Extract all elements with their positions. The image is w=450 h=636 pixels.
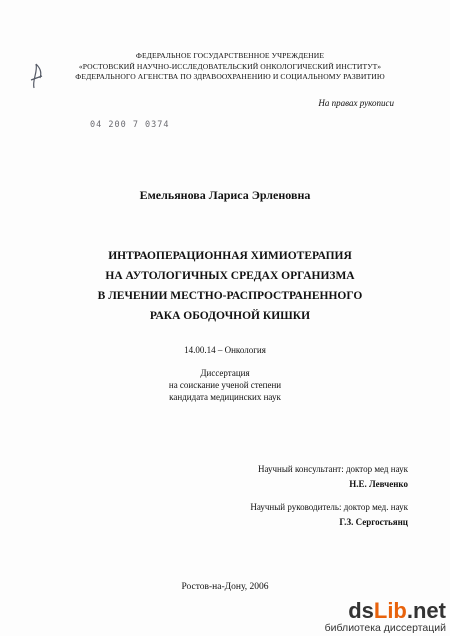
title-line: В ЛЕЧЕНИИ МЕСТНО-РАСПРОСТРАНЕННОГО xyxy=(97,290,363,302)
brand-prefix: ds xyxy=(348,598,374,623)
author-name: Емельянова Лариса Эрленовна xyxy=(139,188,311,202)
institution-header xyxy=(60,51,400,83)
title-line: ИНТРАОПЕРАЦИОННАЯ ХИМИОТЕРАПИЯ xyxy=(108,250,352,262)
degree-statement xyxy=(0,367,450,403)
supervisor-label: Научный руководитель: доктор мед. наук xyxy=(250,502,408,512)
scientific-consultant xyxy=(258,464,408,489)
watermark-subtitle: библиотека диссертаций xyxy=(324,622,446,634)
institution-line-1: ФЕДЕРАЛЬНОЕ ГОСУДАРСТВЕННОЕ УЧРЕЖДЕНИЕ xyxy=(135,51,325,60)
institution-line-2: «РОСТОВСКИЙ НАУЧНО-ИССЛЕДОВАТЕЛЬСКИЙ ОНКОЛОГИЧЕСКИЙ ИНСТИТУТ» xyxy=(78,61,382,71)
degree-line-3: кандидата медицинских наук xyxy=(169,392,281,402)
institution-line-3: ФЕДЕРАЛЬНОГО АГЕНСТВА ПО ЗДРАВООХРАНЕНИЮ И СОЦИАЛЬНОМУ РАЗВИТИЮ xyxy=(75,72,385,81)
city-and-year: Ростов-на-Дону, 2006 xyxy=(181,582,269,592)
dslib-watermark[interactable] xyxy=(325,600,446,634)
registration-stamp: 04 200 7 0374 xyxy=(90,120,170,130)
degree-line-2: на соискание ученой степени xyxy=(168,380,282,390)
brand-suffix: .net xyxy=(406,598,446,623)
handwritten-mark-icon xyxy=(28,58,50,92)
title-line: НА АУТОЛОГИЧНЫХ СРЕДАХ ОРГАНИЗМА xyxy=(105,270,355,282)
brand-accent: Lib xyxy=(373,598,407,623)
consultant-name: Н.Е. Левченко xyxy=(349,479,408,489)
scientific-supervisor xyxy=(250,502,408,527)
supervisor-name: Г.З. Сергостьянц xyxy=(339,517,408,527)
manuscript-rights-note: На правах рукописи xyxy=(318,98,394,108)
watermark-brand xyxy=(325,600,446,622)
degree-line-1: Диссертация xyxy=(200,368,250,378)
specialty-code: 14.00.14 – Онкология xyxy=(184,345,266,355)
consultant-label: Научный консультант: доктор мед наук xyxy=(257,464,408,474)
dissertation-title xyxy=(40,246,420,326)
title-line: РАКА ОБОДОЧНОЙ КИШКИ xyxy=(149,310,311,322)
